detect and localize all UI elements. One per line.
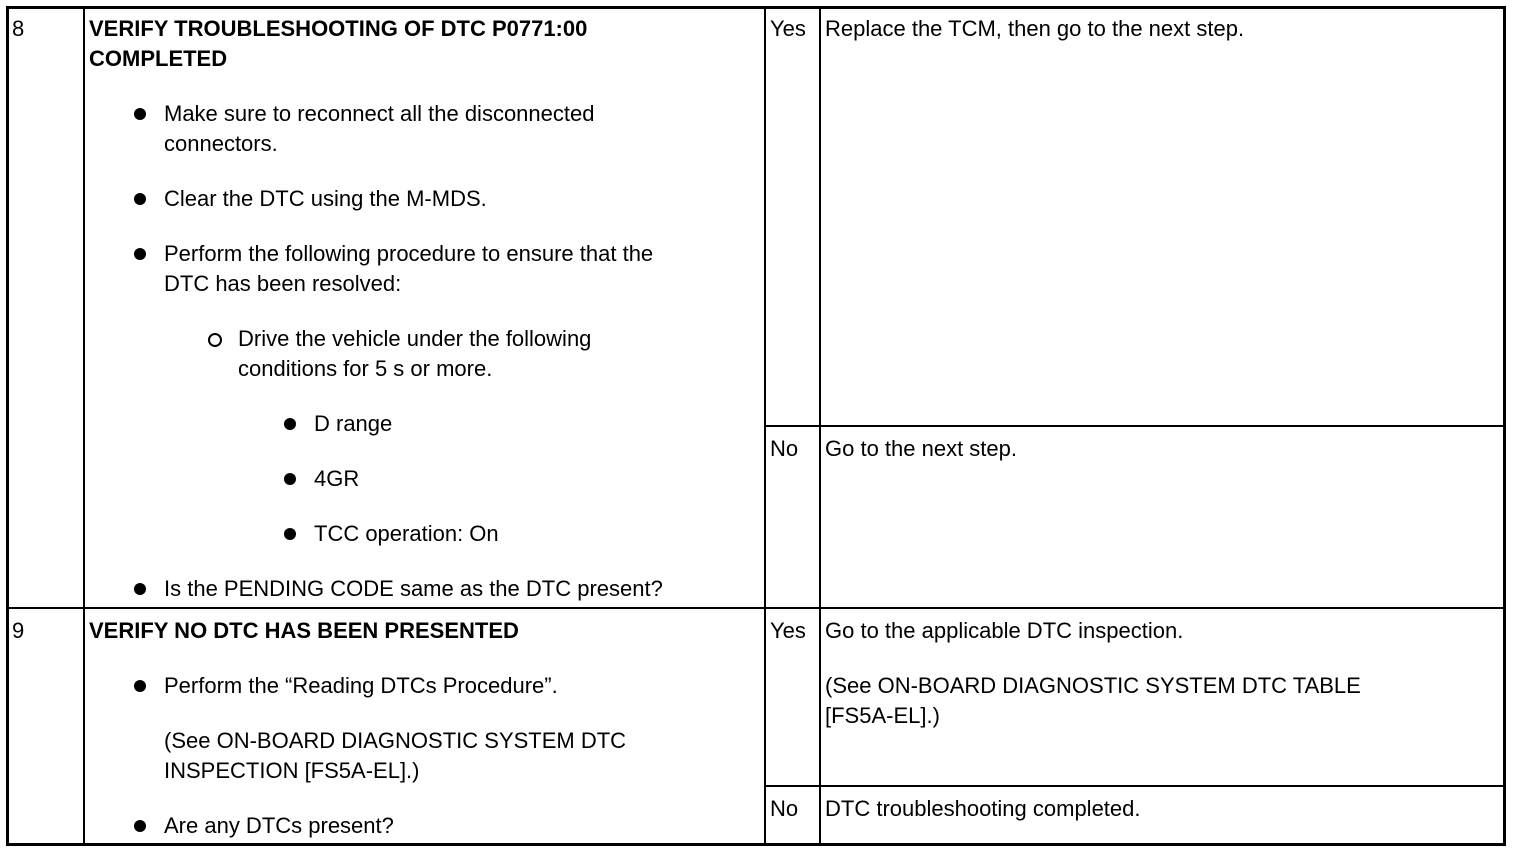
instruction-item-continued: DTC has been resolved: xyxy=(164,271,402,296)
bullet-icon xyxy=(284,473,296,485)
yes-action: Replace the TCM, then go to the next step. xyxy=(825,16,1245,41)
yes-reference-note: (See ON-BOARD DIAGNOSTIC SYSTEM DTC TABLE xyxy=(825,673,1361,698)
condition-item: D range xyxy=(314,411,393,436)
troubleshooting-table xyxy=(6,6,1506,846)
condition-item: 4GR xyxy=(314,466,360,491)
reference-note-continued: INSPECTION [FS5A-EL].) xyxy=(164,758,420,783)
bullet-icon xyxy=(284,418,296,430)
no-action: DTC troubleshooting completed. xyxy=(825,796,1141,821)
row-divider-step8-yes-no xyxy=(765,425,1503,427)
instruction-item-continued: connectors. xyxy=(164,131,278,156)
yes-action: Go to the applicable DTC inspection. xyxy=(825,618,1184,643)
step-title: VERIFY NO DTC HAS BEEN PRESENTED xyxy=(89,618,519,643)
row-divider-step9-yes-no xyxy=(765,785,1503,787)
bullet-icon xyxy=(134,680,146,692)
step-title-continued: COMPLETED xyxy=(89,46,228,71)
bullet-icon xyxy=(134,583,146,595)
sub-instruction-continued: conditions for 5 s or more. xyxy=(238,356,493,381)
instruction-item: Make sure to reconnect all the disconnected xyxy=(164,101,595,126)
reference-note: (See ON-BOARD DIAGNOSTIC SYSTEM DTC xyxy=(164,728,627,753)
bullet-icon xyxy=(284,528,296,540)
no-action: Go to the next step. xyxy=(825,436,1018,461)
step-title: VERIFY TROUBLESHOOTING OF DTC P0771:00 xyxy=(89,16,588,41)
yes-reference-note-continued: [FS5A-EL].) xyxy=(825,703,940,728)
yes-label: Yes xyxy=(770,618,806,643)
hollow-bullet-icon xyxy=(208,333,222,347)
row-divider-step8-9 xyxy=(9,607,1503,609)
no-label: No xyxy=(770,436,799,461)
bullet-icon xyxy=(134,108,146,120)
instruction-item: Clear the DTC using the M-MDS. xyxy=(164,186,487,211)
step-number: 9 xyxy=(12,618,25,643)
sub-instruction: Drive the vehicle under the following xyxy=(238,326,592,351)
bullet-icon xyxy=(134,193,146,205)
step-question: Are any DTCs present? xyxy=(164,813,394,838)
step-number: 8 xyxy=(12,16,25,41)
step-question: Is the PENDING CODE same as the DTC present? xyxy=(164,576,663,601)
column-divider-number xyxy=(83,9,85,843)
condition-item: TCC operation: On xyxy=(314,521,499,546)
bullet-icon xyxy=(134,820,146,832)
yes-label: Yes xyxy=(770,16,806,41)
instruction-item: Perform the “Reading DTCs Procedure”. xyxy=(164,673,558,698)
no-label: No xyxy=(770,796,799,821)
bullet-icon xyxy=(134,248,146,260)
instruction-item: Perform the following procedure to ensure that the xyxy=(164,241,654,266)
